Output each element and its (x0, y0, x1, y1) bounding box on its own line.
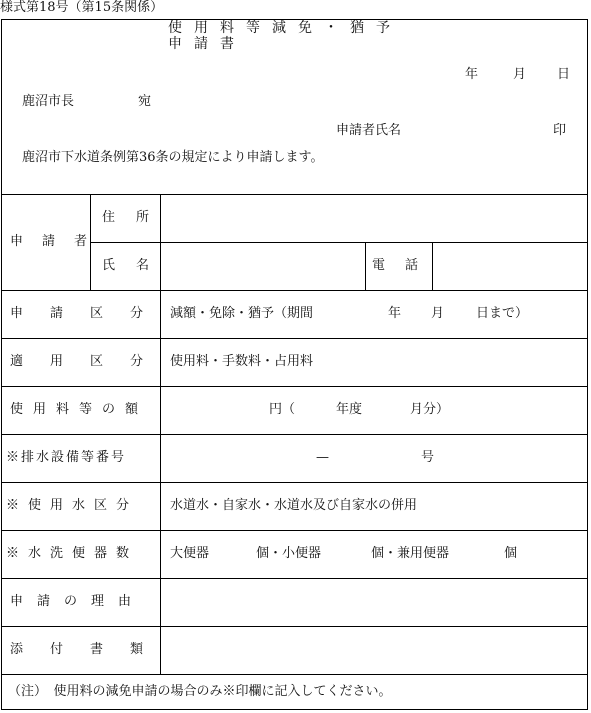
fee-month-share: 月分） (410, 402, 450, 417)
divider-row2 (1, 386, 588, 387)
date-day: 日 (557, 67, 571, 82)
water-type-options: 水道水・自家水・水道水及び自家水の併用 (170, 498, 418, 513)
phone-label: 電話 (372, 258, 439, 273)
address-label: 住所 (102, 210, 171, 225)
period-year: 年 (388, 306, 402, 321)
addressee-city: 鹿沼市長 (22, 94, 75, 109)
date-year: 年 (465, 67, 479, 82)
divider-row6 (1, 578, 588, 579)
divider-applicant (1, 290, 588, 291)
addressee-suffix: 宛 (138, 94, 152, 109)
divider-phone-left (365, 242, 366, 290)
form-number: 様式第18号（第15条関係） (0, 0, 164, 15)
form-title-text: 使用料等減免・猶予申請書 (168, 20, 402, 52)
toilet-count-end: 個 (504, 546, 518, 561)
divider-row7 (1, 626, 588, 627)
toilet-count-shared: 個・兼用便器 (371, 546, 450, 561)
label-fee-amount: 使用料等の額 (10, 402, 149, 417)
divider-row1 (1, 338, 588, 339)
period-until: 日まで） (476, 306, 529, 321)
label-water-type: ※使用水区分 (6, 498, 139, 513)
applicable-type-options: 使用料・手数料・占用料 (170, 354, 314, 369)
fee-fiscal-year: 年度 (336, 402, 363, 417)
application-type-options: 減額・免除・猶予（期間 (170, 306, 314, 321)
divider-row8 (1, 674, 588, 675)
label-applicable-type: 適用区分 (10, 354, 171, 369)
divider-row4 (1, 482, 588, 483)
label-application-type: 申請区分 (10, 306, 171, 321)
divider-address (90, 242, 588, 243)
toilet-large: 大便器 (170, 546, 210, 561)
divider-row5 (1, 530, 588, 531)
drain-number-suffix: 号 (421, 450, 435, 465)
fee-yen: 円（ (269, 402, 296, 417)
period-month: 月 (431, 306, 445, 321)
label-drain-number: ※排水設備等番号 (6, 450, 127, 465)
applicant-name-label: 申請者氏名 (336, 123, 402, 138)
application-statement: 鹿沼市下水道条例第36条の規定により申請します。 (22, 150, 324, 165)
divider-row3 (1, 434, 588, 435)
label-reason: 申請の理由 (10, 594, 146, 609)
label-attachments: 添付書類 (10, 642, 171, 657)
form-title (168, 20, 418, 52)
drain-number-dash: — (316, 450, 329, 465)
date-month: 月 (513, 67, 527, 82)
label-toilet-count: ※水洗便器数 (6, 546, 139, 561)
seal-mark: 印 (553, 123, 567, 138)
toilet-count-urinal: 個・小便器 (256, 546, 322, 561)
name-label: 氏名 (102, 258, 171, 273)
footnote: （注） 使用料の減免申請の場合のみ※印欄に記入してください。 (8, 684, 392, 699)
applicant-label: 申請者 (10, 234, 107, 249)
